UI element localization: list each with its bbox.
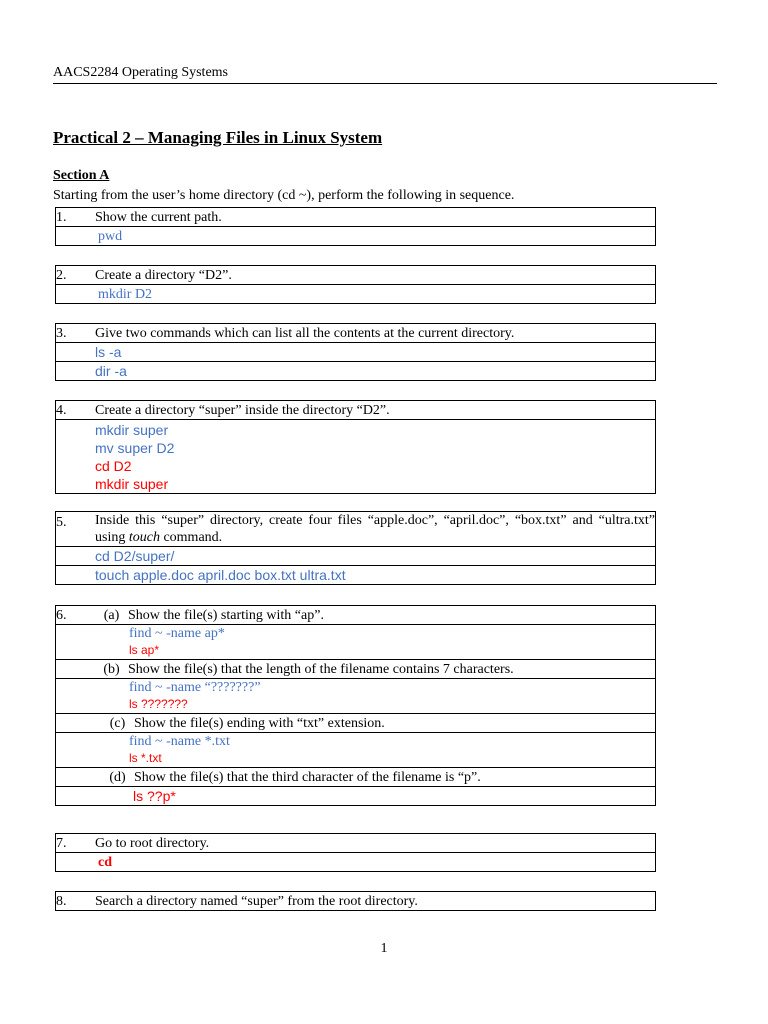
answer-line: ls -a (56, 343, 656, 362)
answer-line: pwd (56, 227, 656, 246)
question-number: 3. (56, 324, 96, 343)
question-number-empty (56, 714, 96, 733)
question-number-empty (56, 660, 96, 679)
question-text: (b) Show the file(s) that the length of the filename contains 7 characters. (95, 660, 656, 679)
question-text: Inside this “super” directory, create four files “apple.doc”, “april.doc”, “box.txt” and “ultra.txt” using touch command. (95, 513, 655, 545)
answer-block (56, 679, 656, 714)
question-number: 6. (56, 606, 96, 625)
part-label: (d) (109, 769, 126, 785)
answer-line: find ~ -name *.txt (129, 734, 230, 749)
question-text: (a) Show the file(s) starting with “ap”. (95, 606, 656, 625)
answer-line: cd D2 (95, 458, 132, 474)
section-heading: Section A (53, 168, 110, 183)
page-header: AACS2284 Operating Systems (53, 65, 228, 80)
question-text: Create a directory “super” inside the directory “D2”. (95, 401, 656, 420)
question-3-table (55, 323, 656, 381)
question-text: Create a directory “D2”. (95, 266, 656, 285)
answer-line: touch apple.doc april.doc box.txt ultra.txt (56, 566, 656, 585)
question-number: 4. (56, 401, 96, 420)
answer-block (56, 420, 656, 494)
page-number: 1 (380, 941, 388, 956)
question-text: Go to root directory. (95, 834, 656, 853)
question-number: 7. (56, 834, 96, 853)
command-emphasis: touch (128, 530, 160, 545)
answer-line: dir -a (56, 362, 656, 381)
answer-line: mkdir super (95, 476, 169, 492)
answer-line: mv super D2 (95, 440, 175, 456)
question-2-table (55, 265, 656, 304)
answer-line: mkdir D2 (56, 285, 656, 304)
question-number: 5. (56, 512, 96, 547)
answer-line: ls ??????? (129, 697, 188, 711)
question-text: (d) Show the file(s) that the third character of the filename is “p”. (95, 768, 656, 787)
question-1-table (55, 207, 656, 246)
answer-line: mkdir super (95, 422, 169, 438)
question-5-table (55, 511, 656, 585)
question-text: Show the current path. (95, 208, 656, 227)
question-text: Give two commands which can list all the contents at the current directory. (95, 324, 656, 343)
answer-line: ls ap* (129, 643, 160, 657)
question-text: Search a directory named “super” from the root directory. (95, 892, 656, 911)
answer-line: find ~ -name ap* (129, 626, 225, 641)
answer-line: cd (56, 853, 656, 872)
question-text: (c) Show the file(s) ending with “txt” extension. (95, 714, 656, 733)
answer-line: ls *.txt (129, 751, 162, 765)
part-label: (c) (109, 715, 126, 731)
question-number-empty (56, 768, 96, 787)
page-title: Practical 2 – Managing Files in Linux System (53, 128, 383, 147)
question-4-table (55, 400, 656, 494)
question-number: 2. (56, 266, 96, 285)
section-intro: Starting from the user’s home directory (cd ~), perform the following in sequence. (53, 188, 515, 203)
question-number: 8. (56, 892, 96, 911)
question-number: 1. (56, 208, 96, 227)
answer-block (56, 733, 656, 768)
question-6-table (55, 605, 656, 806)
answer-line: ls ??p* (56, 787, 656, 806)
header-rule (53, 83, 717, 84)
answer-block (56, 625, 656, 660)
answer-line: cd D2/super/ (56, 547, 656, 566)
answer-line: find ~ -name “???????” (129, 680, 261, 695)
question-7-table (55, 833, 656, 872)
part-label: (a) (103, 607, 120, 623)
question-8-table (55, 891, 656, 911)
part-label: (b) (103, 661, 120, 677)
